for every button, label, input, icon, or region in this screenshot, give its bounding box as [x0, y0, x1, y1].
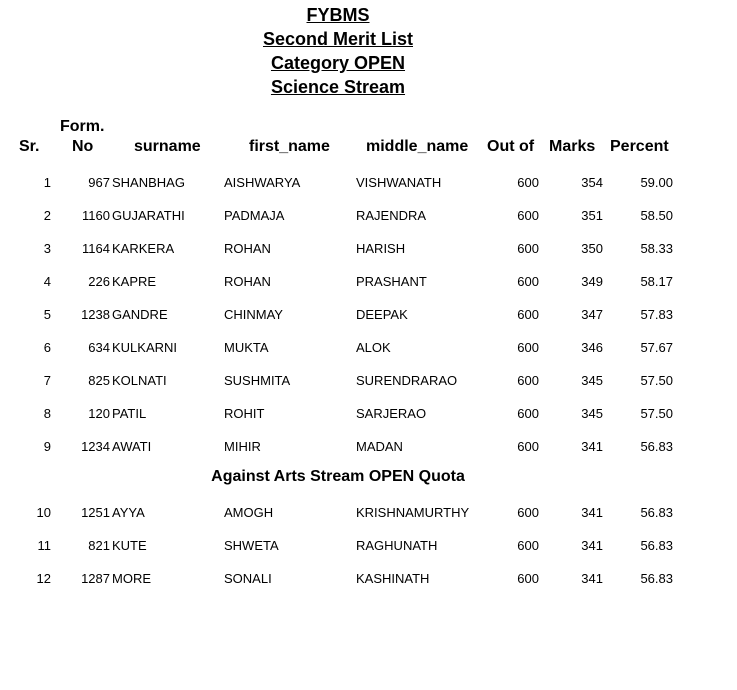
- cell-middle-name: HARISH: [356, 241, 406, 256]
- cell-form-no: 1287: [81, 571, 110, 586]
- cell-marks: 349: [581, 274, 603, 289]
- cell-surname: KULKARNI: [112, 340, 178, 355]
- cell-out-of: 600: [517, 241, 539, 256]
- table-row: [0, 239, 737, 259]
- title-stream: Science Stream: [270, 77, 406, 97]
- cell-first-name: SUSHMITA: [224, 373, 291, 388]
- cell-percent: 57.67: [640, 340, 673, 355]
- cell-surname: KUTE: [112, 538, 147, 553]
- cell-marks: 346: [581, 340, 603, 355]
- cell-first-name: PADMAJA: [224, 208, 285, 223]
- cell-middle-name: KRISHNAMURTHY: [356, 505, 470, 520]
- cell-form-no: 821: [88, 538, 110, 553]
- cell-first-name: ROHIT: [224, 406, 265, 421]
- cell-percent: 57.50: [640, 406, 673, 421]
- cell-marks: 354: [581, 175, 603, 190]
- table-row: [0, 272, 737, 292]
- cell-sr: 3: [43, 241, 51, 256]
- cell-first-name: ROHAN: [224, 241, 271, 256]
- cell-sr: 8: [43, 406, 51, 421]
- cell-form-no: 1238: [81, 307, 110, 322]
- table-row: [0, 503, 737, 523]
- cell-percent: 59.00: [640, 175, 673, 190]
- header-out-of: Out of: [487, 138, 535, 155]
- table-row: [0, 371, 737, 391]
- table-row: [0, 305, 737, 325]
- header-marks: Marks: [549, 138, 596, 155]
- cell-out-of: 600: [517, 208, 539, 223]
- cell-middle-name: DEEPAK: [356, 307, 408, 322]
- cell-surname: PATIL: [112, 406, 147, 421]
- cell-middle-name: VISHWANATH: [356, 175, 442, 190]
- cell-sr: 9: [43, 439, 51, 454]
- cell-surname: KARKERA: [112, 241, 175, 256]
- cell-marks: 350: [581, 241, 603, 256]
- cell-marks: 341: [581, 571, 603, 586]
- cell-sr: 5: [43, 307, 51, 322]
- cell-middle-name: RAJENDRA: [356, 208, 427, 223]
- header-form-top: Form.: [60, 118, 105, 135]
- header-percent: Percent: [610, 138, 669, 155]
- cell-first-name: CHINMAY: [224, 307, 283, 322]
- cell-percent: 57.50: [640, 373, 673, 388]
- table-row: [0, 569, 737, 589]
- cell-middle-name: PRASHANT: [356, 274, 427, 289]
- cell-percent: 56.83: [640, 538, 673, 553]
- cell-sr: 12: [36, 571, 51, 586]
- cell-out-of: 600: [517, 439, 539, 454]
- cell-first-name: ROHAN: [224, 274, 271, 289]
- title-merit-list: Second Merit List: [262, 29, 414, 49]
- cell-percent: 58.17: [640, 274, 673, 289]
- cell-out-of: 600: [517, 373, 539, 388]
- cell-surname: KAPRE: [112, 274, 157, 289]
- cell-form-no: 825: [88, 373, 110, 388]
- header-form-bottom: No: [72, 138, 94, 155]
- cell-first-name: AMOGH: [224, 505, 274, 520]
- cell-marks: 341: [581, 538, 603, 553]
- header-first-name: first_name: [249, 138, 330, 155]
- cell-sr: 2: [43, 208, 51, 223]
- cell-out-of: 600: [517, 340, 539, 355]
- cell-marks: 345: [581, 406, 603, 421]
- cell-out-of: 600: [517, 406, 539, 421]
- cell-form-no: 1234: [81, 439, 110, 454]
- cell-sr: 1: [43, 175, 51, 190]
- cell-percent: 58.50: [640, 208, 673, 223]
- cell-surname: GANDRE: [112, 307, 168, 322]
- cell-form-no: 226: [88, 274, 110, 289]
- cell-out-of: 600: [517, 307, 539, 322]
- section-heading-arts-quota: Against Arts Stream OPEN Quota: [211, 468, 465, 485]
- table-row: [0, 437, 737, 457]
- title-category: Category OPEN: [270, 53, 406, 73]
- cell-out-of: 600: [517, 274, 539, 289]
- cell-surname: KOLNATI: [112, 373, 167, 388]
- cell-sr: 4: [43, 274, 51, 289]
- cell-form-no: 1164: [82, 241, 110, 256]
- cell-percent: 56.83: [640, 505, 673, 520]
- cell-first-name: SHWETA: [224, 538, 279, 553]
- cell-surname: SHANBHAG: [112, 175, 185, 190]
- cell-out-of: 600: [517, 571, 539, 586]
- cell-sr: 11: [37, 538, 51, 553]
- cell-sr: 6: [43, 340, 51, 355]
- cell-out-of: 600: [517, 175, 539, 190]
- cell-middle-name: SURENDRARAO: [356, 373, 458, 388]
- table-row: [0, 338, 737, 358]
- cell-marks: 345: [581, 373, 603, 388]
- cell-surname: MORE: [112, 571, 151, 586]
- cell-first-name: MUKTA: [224, 340, 269, 355]
- cell-middle-name: RAGHUNATH: [356, 538, 438, 553]
- cell-middle-name: ALOK: [356, 340, 391, 355]
- cell-middle-name: MADAN: [356, 439, 403, 454]
- cell-surname: AWATI: [112, 439, 152, 454]
- cell-form-no: 120: [88, 406, 110, 421]
- table-row: [0, 206, 737, 226]
- cell-form-no: 1251: [81, 505, 110, 520]
- table-row: [0, 536, 737, 556]
- title-fybms: FYBMS: [306, 5, 370, 25]
- cell-sr: 10: [36, 505, 51, 520]
- cell-out-of: 600: [517, 505, 539, 520]
- table-row: [0, 173, 737, 193]
- cell-marks: 347: [581, 307, 603, 322]
- cell-form-no: 634: [88, 340, 110, 355]
- cell-out-of: 600: [517, 538, 539, 553]
- cell-first-name: AISHWARYA: [224, 175, 301, 190]
- header-sr: Sr.: [19, 138, 40, 155]
- cell-first-name: SONALI: [224, 571, 272, 586]
- cell-middle-name: KASHINATH: [356, 571, 430, 586]
- cell-surname: GUJARATHI: [112, 208, 185, 223]
- header-surname: surname: [134, 138, 201, 155]
- cell-middle-name: SARJERAO: [356, 406, 427, 421]
- header-middle-name: middle_name: [366, 138, 469, 155]
- cell-marks: 341: [581, 505, 603, 520]
- cell-surname: AYYA: [112, 505, 145, 520]
- cell-percent: 56.83: [640, 439, 673, 454]
- cell-percent: 56.83: [640, 571, 673, 586]
- cell-sr: 7: [43, 373, 51, 388]
- cell-marks: 351: [581, 208, 603, 223]
- table-row: [0, 404, 737, 424]
- cell-first-name: MIHIR: [224, 439, 261, 454]
- cell-percent: 58.33: [640, 241, 673, 256]
- cell-form-no: 967: [88, 175, 110, 190]
- cell-form-no: 1160: [82, 208, 110, 223]
- cell-percent: 57.83: [640, 307, 673, 322]
- cell-marks: 341: [581, 439, 603, 454]
